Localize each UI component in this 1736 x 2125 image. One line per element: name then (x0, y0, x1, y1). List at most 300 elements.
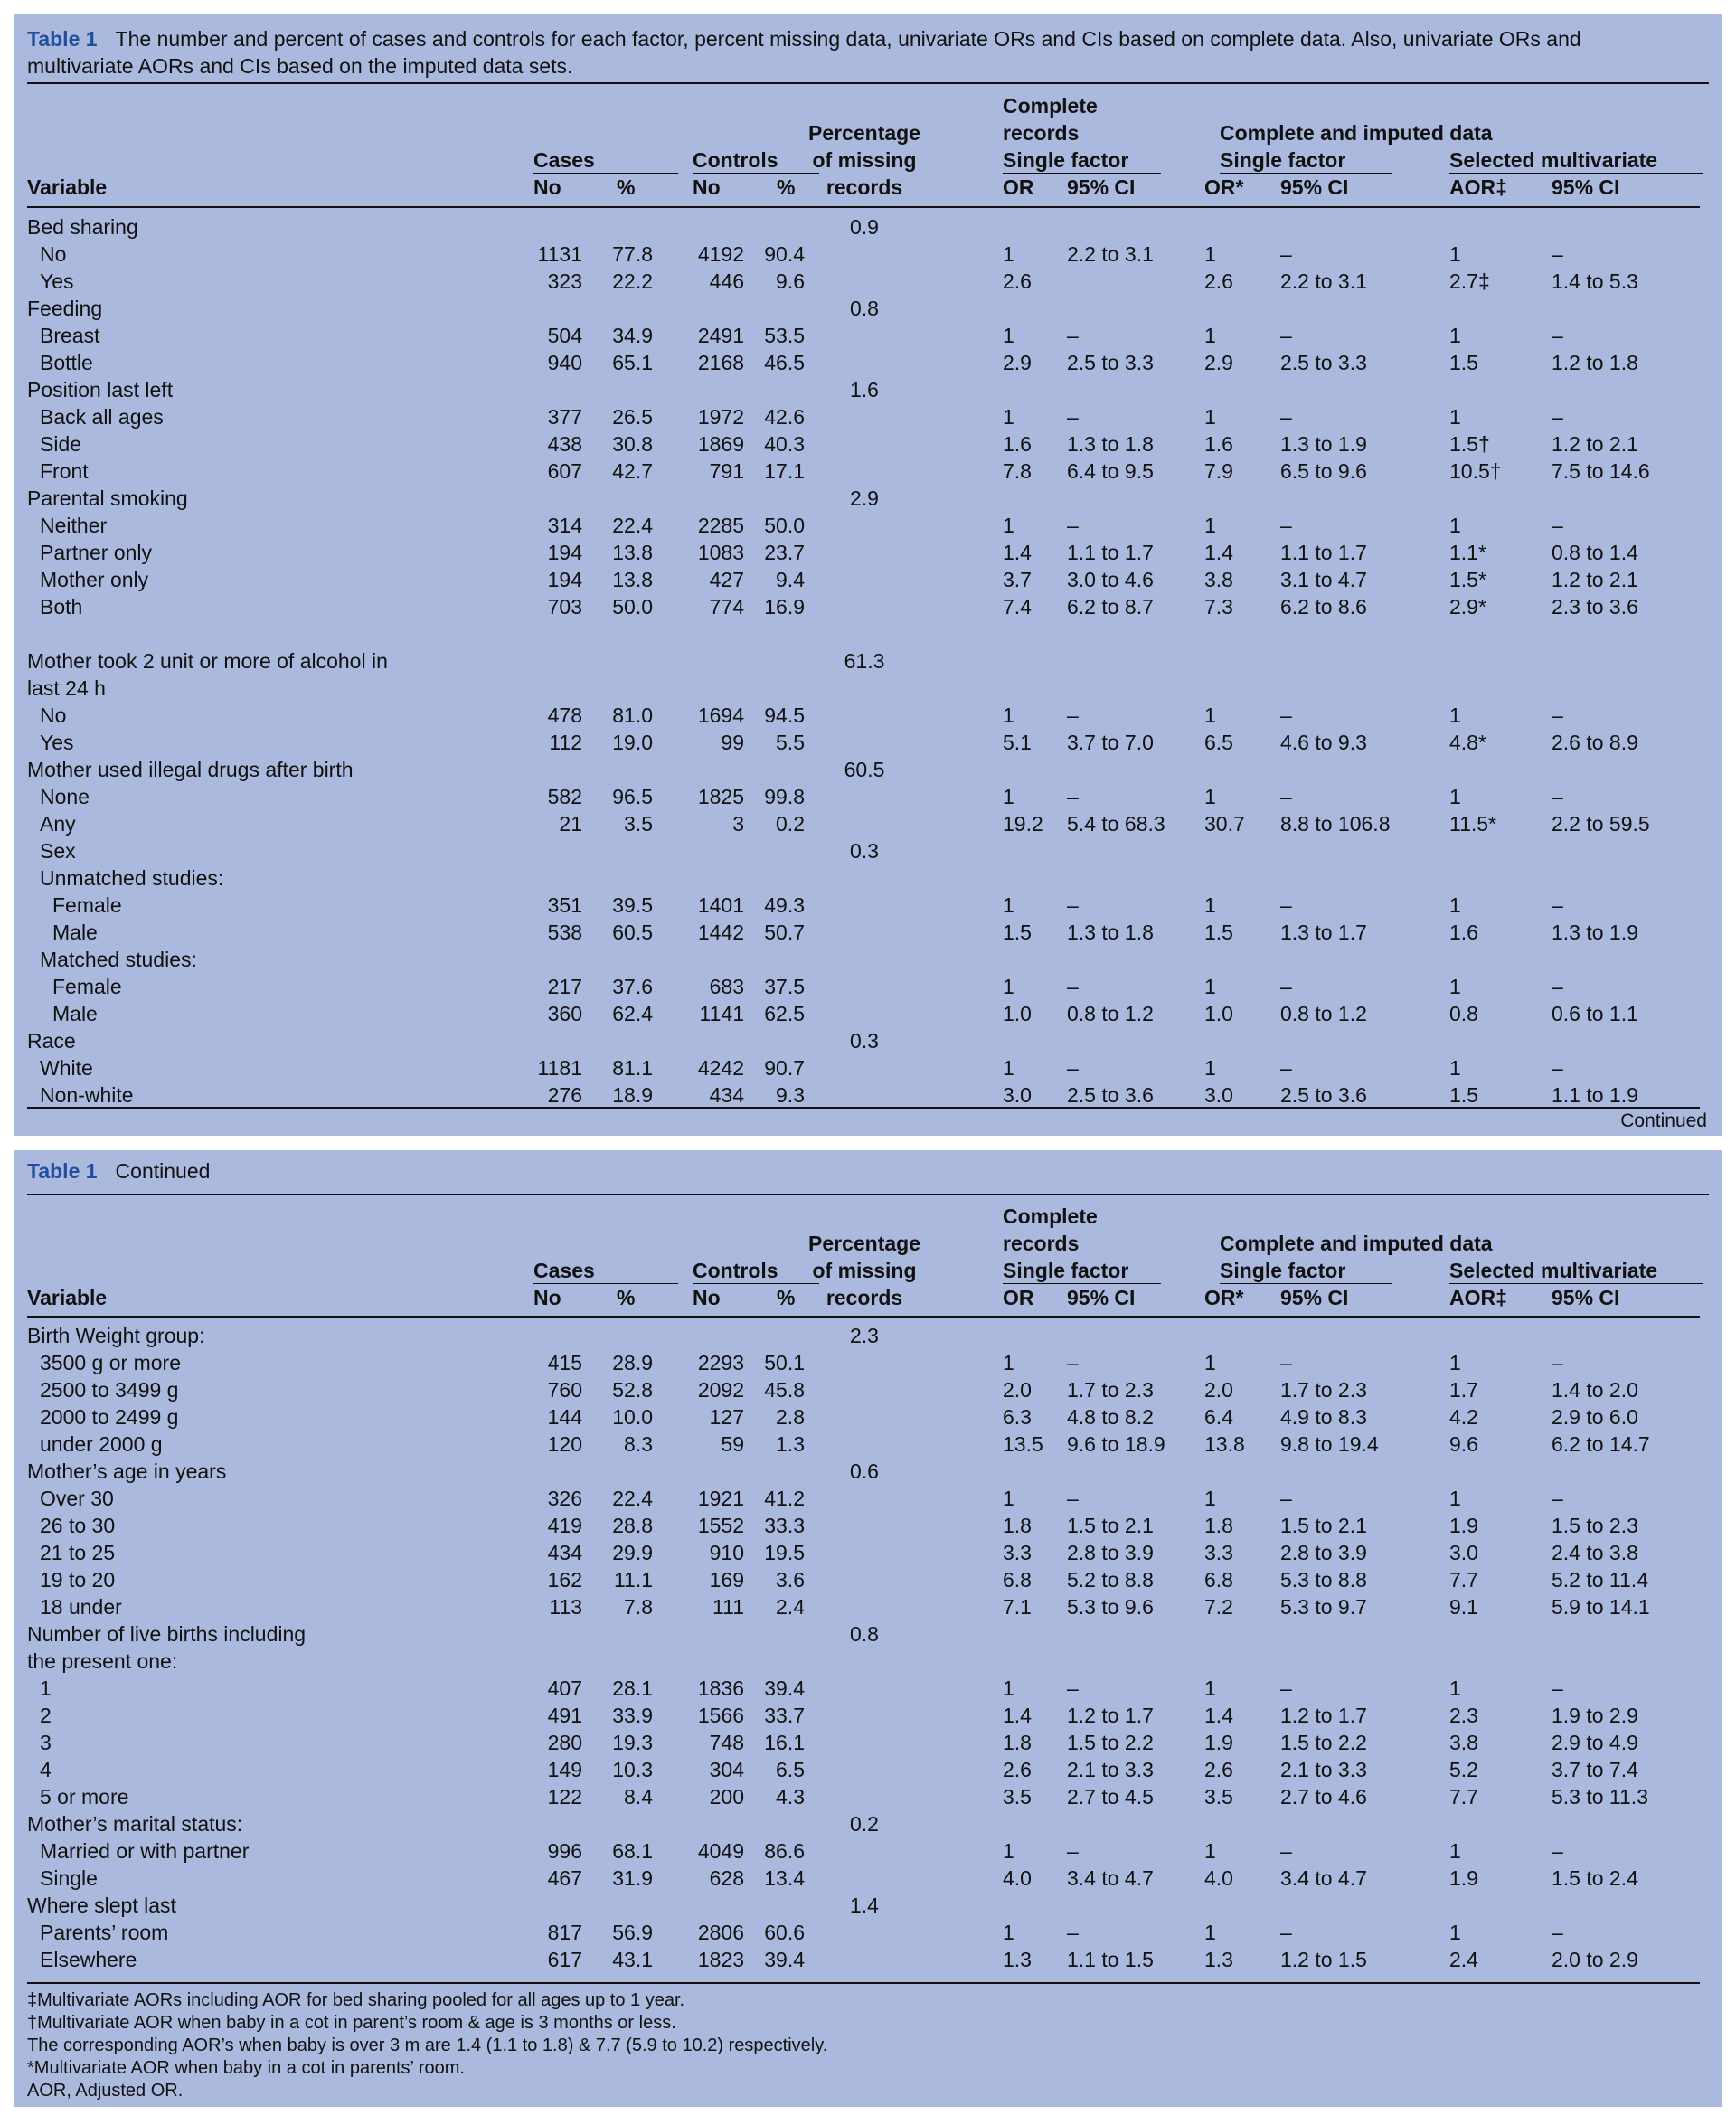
table-cell: 31.9 (612, 1866, 653, 1890)
table-cell: 22.2 (612, 269, 653, 293)
missing-pct-value: 2.9 (850, 486, 879, 510)
group-underline (693, 173, 819, 174)
table-cell: 9.3 (776, 1083, 805, 1107)
row-label: 2 (40, 1704, 52, 1727)
cases-no-heading: No (533, 1286, 561, 1309)
row-label: 3 (40, 1731, 52, 1754)
table-cell: 1.4 to 2.0 (1552, 1378, 1638, 1402)
table-cell: 30.7 (1204, 812, 1245, 836)
table-cell: 1.5 to 2.2 (1280, 1731, 1367, 1754)
missing-records-heading: Percentage (807, 121, 920, 145)
row-label: Over 30 (40, 1487, 114, 1510)
table-cell: 1 (1449, 405, 1461, 429)
row-label: Birth Weight group: (27, 1324, 205, 1347)
group-underline (1449, 1283, 1703, 1284)
table-cell: 50.7 (764, 921, 805, 944)
table-cell: 1.9 (1204, 1731, 1233, 1754)
table-cell: 1.3 to 1.7 (1280, 921, 1367, 944)
table-cell: 1 (1204, 893, 1216, 917)
table-cell: 52.8 (612, 1378, 653, 1402)
missing-pct-value: 60.5 (844, 758, 885, 781)
table-cell: 582 (547, 785, 582, 808)
row-label: Any (40, 812, 76, 836)
table-cell: 2.0 to 2.9 (1552, 1948, 1638, 1971)
table-cell: 4.3 (776, 1785, 805, 1809)
table-cell: 65.1 (612, 351, 653, 374)
table-cell: 1 (1449, 893, 1461, 917)
aor-heading: AOR‡ (1449, 1286, 1507, 1309)
table-cell: 434 (547, 1541, 582, 1564)
table-cell: 1 (1003, 514, 1014, 537)
table-cell: 1 (1449, 324, 1461, 347)
table-cell: 1.4 (1204, 1704, 1233, 1727)
cases-pct-heading: % (617, 1286, 636, 1309)
table-cell: 2168 (697, 351, 744, 374)
missing-pct-value: 0.8 (850, 297, 879, 320)
table-cell: 2.9 (1003, 351, 1032, 374)
table-caption-text: The number and percent of cases and controls for each factor, percent missing data, univariate ORs and CIs based on complete data. Also, univariate ORs and multivariate AORs and CIs based on the imputed data sets. (27, 27, 1581, 78)
variable-heading: Variable (27, 175, 108, 199)
row-label: None (40, 785, 90, 808)
table-cell: 77.8 (612, 242, 653, 266)
table-cell: 162 (547, 1568, 582, 1591)
row-label: Parental smoking (27, 486, 188, 510)
table-cell: 360 (547, 1002, 582, 1025)
table-cell: – (1552, 514, 1563, 537)
table-cell: 1 (1003, 1056, 1014, 1080)
table-cell: 304 (709, 1758, 744, 1781)
ci-heading: 95% CI (1067, 175, 1136, 199)
table-cell: 39.4 (764, 1948, 805, 1971)
table-cell: 6.8 (1204, 1568, 1233, 1591)
table-cell: 4.6 to 9.3 (1280, 731, 1367, 754)
table-cell: – (1067, 785, 1079, 808)
table-cell: 37.6 (612, 975, 653, 998)
table-cell: 111 (712, 1595, 744, 1619)
table-cell: 6.5 to 9.6 (1280, 459, 1367, 483)
row-label: 1 (40, 1676, 52, 1700)
table-cell: 3.7 to 7.0 (1067, 731, 1154, 754)
table-cell: – (1067, 1921, 1079, 1944)
or-heading: OR (1003, 175, 1034, 199)
table-cell: – (1280, 975, 1292, 998)
table-cell: 7.9 (1204, 459, 1233, 483)
table-cell: 377 (547, 405, 582, 429)
table-cell: – (1067, 975, 1079, 998)
table-cell: 5.3 to 11.3 (1552, 1785, 1648, 1809)
table-cell: 13.8 (612, 568, 653, 591)
missing-records-heading: records (826, 1286, 903, 1309)
controls-no-heading: No (693, 175, 721, 199)
table-cell: 1 (1449, 1921, 1461, 1944)
table-cell: 2.9 to 4.9 (1552, 1731, 1638, 1754)
row-label: Where slept last (27, 1894, 176, 1917)
table-cell: 0.2 (776, 812, 805, 836)
missing-pct-value: 1.6 (850, 378, 879, 401)
table-cell: 34.9 (612, 324, 653, 347)
table-cell: 1.6 (1204, 432, 1233, 456)
table-cell: – (1280, 1487, 1292, 1510)
table-cell: – (1552, 1487, 1563, 1510)
table-cell: – (1067, 1056, 1079, 1080)
table-cell: 817 (547, 1921, 582, 1944)
table-cell: – (1552, 975, 1563, 998)
table-cell: 1 (1003, 704, 1014, 727)
missing-pct-value: 0.8 (850, 1622, 879, 1646)
table-cell: 2.1 to 3.3 (1280, 1758, 1367, 1781)
table-cell: 16.1 (764, 1731, 805, 1754)
table-cell: 2.3 (1449, 1704, 1478, 1727)
table-cell: – (1552, 704, 1563, 727)
group-underline (693, 1283, 819, 1284)
table-cell: 2491 (697, 324, 744, 347)
cases-pct-heading: % (617, 175, 636, 199)
table-cell: 1.4 (1204, 541, 1233, 564)
table-cell: 5.2 to 8.8 (1067, 1568, 1154, 1591)
table-cell: 60.5 (612, 921, 653, 944)
table-cell: 7.4 (1003, 595, 1032, 619)
table-cell: 33.7 (764, 1704, 805, 1727)
row-label: Position last left (27, 378, 174, 401)
row-label: Female (52, 893, 122, 917)
table-cell: – (1067, 893, 1079, 917)
table-cell: 2285 (697, 514, 744, 537)
table-cell: 7.5 to 14.6 (1552, 459, 1650, 483)
table-cell: – (1552, 1839, 1563, 1863)
table-cell: 99.8 (764, 785, 805, 808)
table-cell: 1 (1204, 704, 1216, 727)
table-cell: 1.7 (1449, 1378, 1478, 1402)
table-cell: 13.4 (764, 1866, 805, 1890)
table-cell: 1 (1204, 975, 1216, 998)
variable-heading: Variable (27, 1286, 108, 1309)
table-cell: 1.7 to 2.3 (1280, 1378, 1367, 1402)
table-panel-1 (14, 14, 1722, 1136)
table-cell: 1.9 (1449, 1866, 1478, 1890)
table-cell: 11.1 (613, 1568, 653, 1591)
table-cell: 122 (547, 1785, 582, 1809)
row-label: Number of live births including (27, 1622, 307, 1646)
table-cell: 2092 (697, 1378, 744, 1402)
table-cell: 56.9 (612, 1921, 653, 1944)
table-cell: 1.1 to 1.9 (1552, 1083, 1638, 1107)
table-cell: – (1067, 704, 1079, 727)
table-cell: – (1067, 324, 1079, 347)
table-cell: 99 (721, 731, 744, 754)
table-cell: – (1552, 405, 1563, 429)
table-cell: 2806 (697, 1921, 744, 1944)
table-cell: 2.5 to 3.3 (1067, 351, 1154, 374)
table-cell: 1.3 (776, 1432, 805, 1456)
table-cell: 1.2 to 1.5 (1280, 1948, 1367, 1971)
table-cell: 1 (1204, 1056, 1216, 1080)
row-label: White (40, 1056, 93, 1080)
table-cell: – (1067, 514, 1079, 537)
table-cell: 434 (709, 1083, 744, 1107)
table-cell: 1.4 (1003, 1704, 1032, 1727)
row-label: Matched studies: (40, 948, 197, 971)
complete-records-heading: Single factor (1003, 1259, 1129, 1282)
table-cell: 2.4 to 3.8 (1552, 1541, 1638, 1564)
table-cell: 7.8 (624, 1595, 653, 1619)
table-cell: 2.9 to 6.0 (1552, 1405, 1638, 1429)
table-cell: 13.5 (1003, 1432, 1043, 1456)
table-cell: 1 (1204, 514, 1216, 537)
table-cell: 1083 (697, 541, 744, 564)
table-cell: 427 (709, 568, 744, 591)
table-cell: 1.7 to 2.3 (1067, 1378, 1154, 1402)
table-cell: 5.2 to 11.4 (1552, 1568, 1648, 1591)
table-cell: 1.3 to 1.9 (1280, 432, 1367, 456)
table-cell: 1.4 to 5.3 (1552, 269, 1638, 293)
table-cell: 3 (732, 812, 744, 836)
table-cell: 2.9* (1449, 595, 1486, 619)
table-cell: 6.3 (1003, 1405, 1032, 1429)
cases-heading: Cases (533, 1259, 595, 1282)
missing-pct-value: 0.2 (850, 1812, 879, 1836)
table-cell: – (1552, 1921, 1563, 1944)
table-cell: – (1280, 1839, 1292, 1863)
table-cell: 1 (1003, 1676, 1014, 1700)
table-cell: 8.8 to 106.8 (1280, 812, 1391, 836)
table-cell: – (1280, 893, 1292, 917)
table-cell: – (1280, 324, 1292, 347)
table-cell: 144 (547, 1405, 582, 1429)
bottom-rule (27, 1107, 1700, 1109)
table-cell: 2.3 to 3.6 (1552, 595, 1638, 619)
table-cell: – (1067, 1839, 1079, 1863)
table-cell: 1.9 to 2.9 (1552, 1704, 1638, 1727)
table-cell: 3.3 (1204, 1541, 1233, 1564)
table-cell: 42.7 (612, 459, 653, 483)
table-cell: 1 (1003, 785, 1014, 808)
table-cell: 1.8 (1204, 1514, 1233, 1537)
table-cell: 3.0 (1449, 1541, 1478, 1564)
table-cell: 120 (547, 1432, 582, 1456)
table-cell: 1.8 (1003, 1731, 1032, 1754)
row-label: Married or with partner (40, 1839, 250, 1863)
table-cell: 169 (709, 1568, 744, 1591)
table-cell: 1.5 to 2.3 (1552, 1514, 1638, 1537)
table-cell: – (1552, 1676, 1563, 1700)
row-label: Unmatched studies: (40, 866, 224, 890)
missing-records-heading: Percentage (807, 1232, 920, 1255)
table-cell: 217 (547, 975, 582, 998)
bottom-rule (27, 1982, 1700, 1984)
table-cell: 1 (1449, 1676, 1461, 1700)
table-cell: 3.5 (1204, 1785, 1233, 1809)
missing-records-heading: records (826, 175, 903, 199)
table-cell: 5.1 (1003, 731, 1032, 754)
table-cell: 112 (549, 731, 582, 754)
row-label: No (40, 242, 67, 266)
top-rule (27, 82, 1709, 84)
table-cell: 1972 (697, 405, 744, 429)
table-cell: 45.8 (764, 1378, 805, 1402)
ci-heading: 95% CI (1552, 1286, 1620, 1309)
table-cell: 683 (709, 975, 744, 998)
table-cell: 791 (709, 459, 744, 483)
table-cell: 1.5 to 2.2 (1067, 1731, 1154, 1754)
table-cell: 49.3 (764, 893, 805, 917)
row-label: last 24 h (27, 676, 106, 700)
table-cell: 26.5 (612, 405, 653, 429)
row-label: Neither (40, 514, 108, 537)
table-cell: 1.5 (1449, 351, 1478, 374)
table-cell: 467 (547, 1866, 582, 1890)
table-cell: 10.3 (612, 1758, 653, 1781)
table-cell: 446 (709, 269, 744, 293)
table-panel-2 (14, 1150, 1722, 2107)
table-cell: 9.4 (776, 568, 805, 591)
table-cell: 538 (547, 921, 582, 944)
complete-records-heading: Single factor (1003, 148, 1129, 172)
table-cell: 41.2 (764, 1487, 805, 1510)
table-cell: 748 (709, 1731, 744, 1754)
table-cell: 3.0 to 4.6 (1067, 568, 1154, 591)
table-cell: 1 (1449, 1056, 1461, 1080)
table-cell: 1.6 (1003, 432, 1032, 456)
table-cell: 2.4 (776, 1595, 805, 1619)
row-label: Partner only (40, 541, 153, 564)
table-cell: 2.7 to 4.6 (1280, 1785, 1367, 1809)
row-label: 19 to 20 (40, 1568, 116, 1591)
table-cell: 1.3 to 1.9 (1552, 921, 1638, 944)
table-cell: – (1067, 1487, 1079, 1510)
imputed-heading: Complete and imputed data (1220, 1232, 1493, 1255)
group-underline (533, 173, 678, 174)
or-heading: OR (1003, 1286, 1034, 1309)
table-cell: 760 (547, 1378, 582, 1402)
table-cell: 1.1 to 1.7 (1067, 541, 1154, 564)
missing-pct-value: 0.3 (850, 1029, 879, 1053)
table-cell: 1 (1003, 893, 1014, 917)
table-cell: 326 (547, 1487, 582, 1510)
table-cell: 1.2 to 2.1 (1552, 432, 1638, 456)
row-label: Male (52, 921, 98, 944)
table-cell: 53.5 (764, 324, 805, 347)
table-cell: 6.5 (1204, 731, 1233, 754)
table-cell: 1131 (537, 242, 582, 266)
table-cell: 280 (547, 1731, 582, 1754)
table-cell: 5.3 to 8.8 (1280, 1568, 1367, 1591)
table-cell: 774 (709, 595, 744, 619)
table-cell: 5.5 (776, 731, 805, 754)
table-cell: 1181 (537, 1056, 582, 1080)
table-cell: 1 (1449, 704, 1461, 727)
table-cell: 1823 (697, 1948, 744, 1971)
row-label: Feeding (27, 297, 103, 320)
table-cell: 1.5 (1449, 1083, 1478, 1107)
table-cell: 17.1 (764, 459, 805, 483)
table-cell: 2.5 to 3.6 (1067, 1083, 1154, 1107)
table-cell: 90.4 (764, 242, 805, 266)
table-cell: 438 (547, 432, 582, 456)
table-cell: 2.6 to 8.9 (1552, 731, 1638, 754)
table-cell: 16.9 (764, 595, 805, 619)
table-cell: 9.6 (1449, 1432, 1478, 1456)
table-cell: 703 (547, 595, 582, 619)
table-cell: 607 (547, 459, 582, 483)
table-cell: 2.5 to 3.3 (1280, 351, 1367, 374)
row-label: Mother’s marital status: (27, 1812, 243, 1836)
row-label: 2000 to 2499 g (40, 1405, 179, 1429)
table-cell: 1.1 to 1.5 (1067, 1948, 1154, 1971)
ci-heading: 95% CI (1280, 1286, 1349, 1309)
table-cell: 0.8 to 1.2 (1067, 1002, 1154, 1025)
table-cell: 28.1 (612, 1676, 653, 1700)
table-cell: 2.8 to 3.9 (1067, 1541, 1154, 1564)
table-cell: 0.8 to 1.4 (1552, 541, 1638, 564)
cases-heading: Cases (533, 148, 595, 172)
table-cell: 3.6 (776, 1568, 805, 1591)
table-cell: 3.5 (624, 812, 653, 836)
table-cell: 2.2 to 3.1 (1067, 242, 1154, 266)
table-cell: 5.3 to 9.6 (1067, 1595, 1154, 1619)
aor-heading: AOR‡ (1449, 175, 1507, 199)
table-cell: 6.4 to 9.5 (1067, 459, 1154, 483)
row-label: Sex (40, 839, 76, 863)
table-cell: 10.0 (612, 1405, 653, 1429)
header-rule (27, 206, 1700, 208)
cases-no-heading: No (533, 175, 561, 199)
table-cell: 1 (1204, 1839, 1216, 1863)
table-cell: 1552 (697, 1514, 744, 1537)
table-cell: 1 (1204, 324, 1216, 347)
table-cell: 81.0 (612, 704, 653, 727)
row-label: 21 to 25 (40, 1541, 116, 1564)
group-underline (1003, 173, 1161, 174)
single-factor-heading: Single factor (1220, 148, 1346, 172)
table-cell: 11.5* (1449, 812, 1497, 836)
table-cell: – (1552, 1351, 1563, 1374)
row-label: the present one: (27, 1649, 178, 1673)
row-label: Mother only (40, 568, 149, 591)
table-cell: 18.9 (612, 1083, 653, 1107)
table-cell: – (1280, 405, 1292, 429)
table-cell: 2.5 to 3.6 (1280, 1083, 1367, 1107)
table-cell: 39.5 (612, 893, 653, 917)
table-cell: 127 (709, 1405, 744, 1429)
table-cell: 30.8 (612, 432, 653, 456)
row-label: Back all ages (40, 405, 164, 429)
footnote: *Multivariate AOR when baby in a cot in parents’ room. (27, 2058, 465, 2078)
table-cell: 2.6 (1204, 269, 1233, 293)
table-cell: 1 (1204, 1676, 1216, 1700)
row-label: Single (40, 1866, 98, 1890)
table-cell: 1.2 to 1.8 (1552, 351, 1638, 374)
row-label: Race (27, 1029, 76, 1053)
table-cell: 0.8 (1449, 1002, 1478, 1025)
table-cell: 19.2 (1003, 812, 1043, 836)
table-cell: 6.2 to 14.7 (1552, 1432, 1650, 1456)
table-cell: 2.8 to 3.9 (1280, 1541, 1367, 1564)
table-cell: 3.4 to 4.7 (1280, 1866, 1367, 1890)
table-cell: 94.5 (764, 704, 805, 727)
table-cell: 1.5 to 2.4 (1552, 1866, 1638, 1890)
table-cell: 415 (547, 1351, 582, 1374)
missing-records-heading: of missing (812, 148, 917, 172)
table-cell: 149 (547, 1758, 582, 1781)
table-cell: – (1552, 785, 1563, 808)
table-cell: 3.8 (1204, 568, 1233, 591)
table-cell: 62.5 (764, 1002, 805, 1025)
table-cell: 351 (547, 893, 582, 917)
table-cell: 2293 (697, 1351, 744, 1374)
table-cell: 62.4 (612, 1002, 653, 1025)
table-cell: 4192 (697, 242, 744, 266)
table-cell: 8.4 (624, 1785, 653, 1809)
